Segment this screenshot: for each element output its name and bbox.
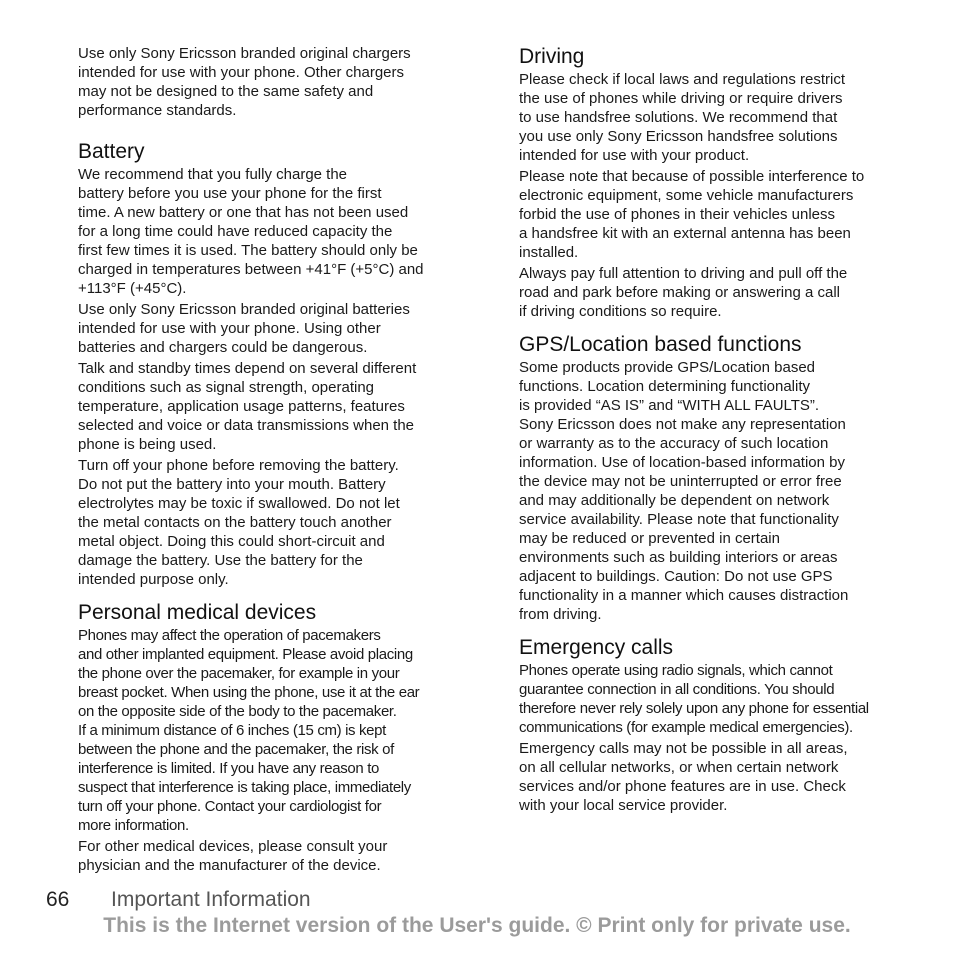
medical-section — [78, 600, 462, 875]
battery-section — [78, 139, 462, 589]
battery-paragraph-4: Turn off your phone before removing the battery. Do not put the battery into your mouth. Battery electrolytes may be toxic if swallowed. Do not let the metal contacts on the battery touch another metal object. Doing this could short-circuit and damage the battery. Use the battery for the intended purpose only. — [78, 457, 400, 588]
driving-heading: Driving — [519, 45, 585, 68]
right-column — [519, 44, 905, 826]
chargers-paragraph: Use only Sony Ericsson branded original chargers intended for use with your phone. Other chargers may not be designed to the same safety and performance standards. — [78, 45, 411, 119]
gps-section — [519, 332, 905, 624]
gps-heading: GPS/Location based functions — [519, 333, 802, 356]
medical-paragraph-1: Phones may affect the operation of pacemakers and other implanted equipment. Please avoid placing the phone over the pacemaker, for example in your breast pocket. When using the phone, use it at the ear on the opposite side of the body to the pacemaker. If a minimum distance of 6 inches (15 cm) is kept between the phone and the pacemaker, the risk of interference is limited. If you have any reason to suspect that interference is taking place, immediately turn off your phone. Contact your cardiologist for more information. — [78, 627, 420, 834]
gps-paragraph-1: Some products provide GPS/Location based functions. Location determining functionality is provided “AS IS” and “WITH ALL FAULTS”. Sony Ericsson does not make any representation or warranty as to the accuracy of such location information. Use of location-based information by the device may not be uninterrupted or error free and may additionally be dependent on network service availability. Please note that functionality may be reduced or prevented in certain environments such as building interiors or areas adjacent to buildings. Caution: Do not use GPS functionality in a manner which causes distraction from driving. — [519, 359, 849, 623]
emergency-paragraph-2: Emergency calls may not be possible in all areas, on all cellular networks, or when certain network services and/or phone features are in use. Check with your local service provider. — [519, 740, 848, 814]
emergency-paragraph-1: Phones operate using radio signals, which cannot guarantee connection in all conditions. You should therefore never rely solely upon any phone for essential communications (for example medical emergencies). — [519, 662, 869, 736]
battery-heading: Battery — [78, 140, 145, 163]
footer-section-title: Important Information — [111, 888, 311, 911]
emergency-heading: Emergency calls — [519, 636, 674, 659]
driving-section — [519, 44, 905, 321]
medical-paragraph-2: For other medical devices, please consult your physician and the manufacturer of the device. — [78, 838, 388, 874]
driving-paragraph-1: Please check if local laws and regulations restrict the use of phones while driving or require drivers to use handsfree solutions. We recommend that you use only Sony Ericsson handsfree solutions intended for use with your product. — [519, 71, 845, 164]
driving-paragraph-2: Please note that because of possible interference to electronic equipment, some vehicle manufacturers forbid the use of phones in their vehicles unless a handsfree kit with an external antenna has been installed. — [519, 168, 865, 261]
watermark-notice: This is the Internet version of the User's guide. © Print only for private use. — [103, 914, 851, 937]
battery-paragraph-1: We recommend that you fully charge the battery before you use your phone for the first time. A new battery or one that has not been used for a long time could have reduced capacity the first few times it is used. The battery should only be charged in temperatures between +41°F (+5°C) and +113°F (+45°C). — [78, 166, 424, 297]
page-number: 66 — [46, 888, 70, 911]
medical-heading: Personal medical devices — [78, 601, 317, 624]
battery-paragraph-3: Talk and standby times depend on several different conditions such as signal strength, operating temperature, application usage patterns, features selected and voice or data transmissions when the phone is being used. — [78, 360, 417, 453]
left-column — [78, 44, 462, 886]
emergency-section — [519, 635, 905, 815]
driving-paragraph-3: Always pay full attention to driving and pull off the road and park before making or answering a call if driving conditions so require. — [519, 265, 848, 320]
battery-paragraph-2: Use only Sony Ericsson branded original batteries intended for use with your phone. Using other batteries and chargers could be dangerous. — [78, 301, 410, 356]
